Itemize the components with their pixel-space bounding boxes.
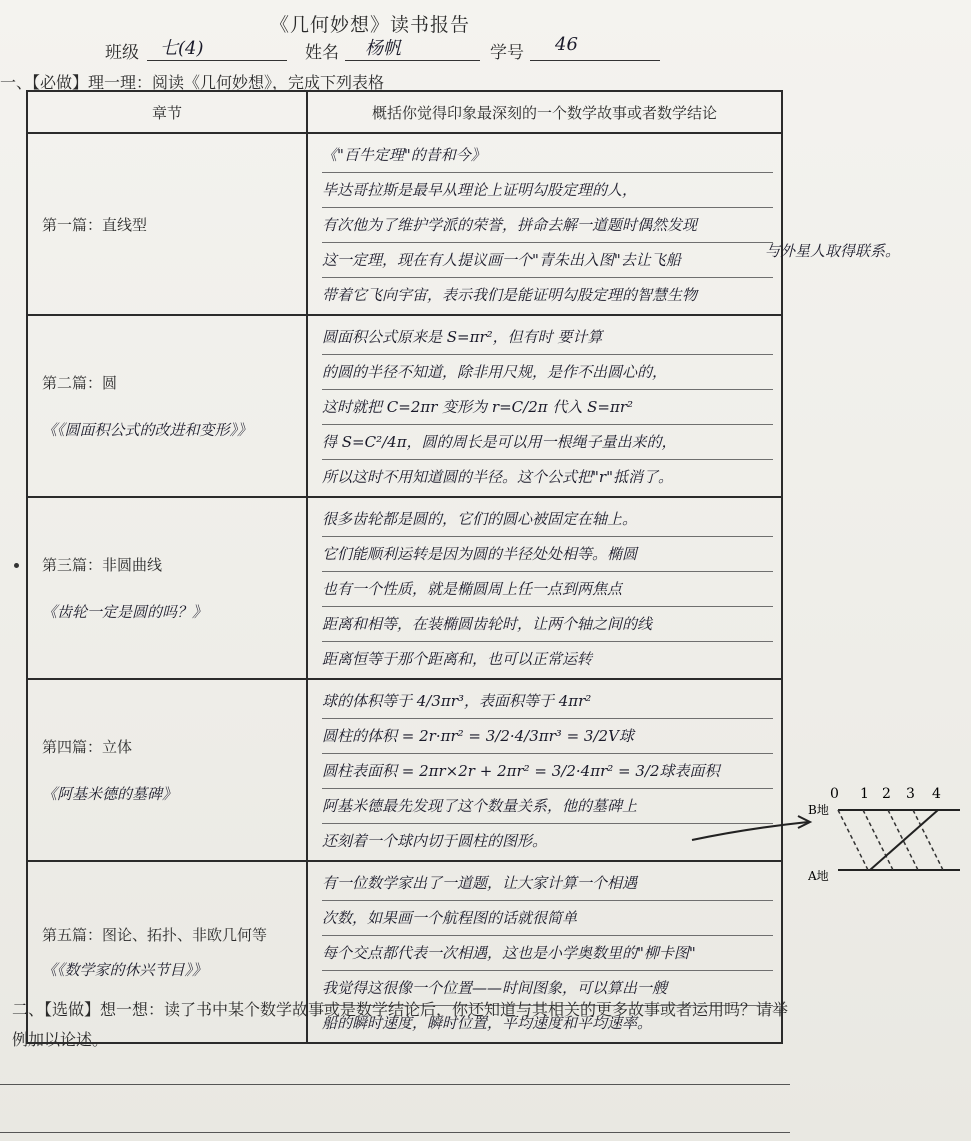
summary-line: 船的瞬时速度，瞬时位置，平均速度和平均速率。 <box>322 1014 653 1032</box>
summary-line: 圆面积公式原来是 S=πr²，但有时 要计算 <box>322 320 773 355</box>
summary-line: 有一位数学家出了一道题，让大家计算一个相遇 <box>322 866 773 901</box>
summary-line: 有次他为了维护学派的荣誉，拼命去解一道题时偶然发现 <box>322 208 773 243</box>
summary-line: 它们能顺利运转是因为圆的半径处处相等。椭圆 <box>322 537 773 572</box>
summary-line: 还刻着一个球内切于圆柱的图形。 <box>322 832 548 850</box>
class-underline <box>147 60 287 61</box>
page-title: 《几何妙想》读书报告 <box>270 14 471 36</box>
section1-heading: 一、【必做】理一理：阅读《几何妙想》，完成下列表格 <box>0 73 385 92</box>
summary-line: 这一定理，现在有人提议画一个"青朱出入图"去让飞船 <box>322 243 773 278</box>
summary-line: 我觉得这很像一个位置——时间图象，可以算出一艘 <box>322 971 773 1006</box>
chapter-name: 第二篇：圆 <box>42 374 118 392</box>
route-line <box>863 810 893 870</box>
chapter-subtitle: 《齿轮一定是圆的吗？》 <box>42 603 208 621</box>
table-row <box>27 133 782 315</box>
chapter-name: 第三篇：非圆曲线 <box>42 556 163 574</box>
col-summary-header: 概括你觉得印象最深刻的一个数学故事或者数学结论 <box>307 91 782 133</box>
summary-line: 距离和相等，在装椭圆齿轮时，让两个轴之间的线 <box>322 607 773 642</box>
name-label: 姓名 <box>305 43 339 63</box>
answer-line <box>0 1132 790 1133</box>
tick-label: 1 <box>860 786 869 802</box>
name-underline <box>345 60 480 61</box>
chapter-cell <box>27 679 307 861</box>
chapter-subtitle: 《阿基米德的墓碑》 <box>42 785 178 803</box>
chapter-cell <box>27 133 307 315</box>
student-info-row <box>105 34 665 64</box>
summary-line: 也有一个性质，就是椭圆周上任一点到两焦点 <box>322 572 773 607</box>
section2-heading: 二、【选做】想一想：读了书中某个数学故事或是数学结论后，你还知道与其相关的更多故事或者运用吗？请举例加以论述。 <box>12 1000 789 1049</box>
margin-note: 与外星人取得联系。 <box>765 242 901 260</box>
summary-line: 次数，如果画一个航程图的话就很简单 <box>322 901 773 936</box>
id-label: 学号 <box>490 43 524 63</box>
chapter-name: 第五篇：图论、拓扑、非欧几何等 <box>42 926 268 944</box>
arrow-to-diagram <box>690 810 815 850</box>
summary-cell <box>307 497 782 679</box>
table-row <box>27 315 782 497</box>
summary-line: 所以这时不用知道圆的半径。这个公式把"r"抵消了。 <box>322 468 673 486</box>
summary-line: 的圆的半径不知道，除非用尺规，是作不出圆心的， <box>322 355 773 390</box>
summary-line: 每个交点都代表一次相遇，这也是小学奥数里的"柳卡图" <box>322 936 773 971</box>
summary-line: 阿基米德最先发现了这个数量关系，他的墓碑上 <box>322 789 773 824</box>
ink-dot <box>14 563 19 568</box>
meeting-chart-diagram <box>808 780 968 890</box>
id-underline <box>530 60 660 61</box>
route-line <box>870 810 938 870</box>
table-row <box>27 497 782 679</box>
report-table <box>26 90 783 1044</box>
table-header-row <box>27 91 782 133</box>
tick-label: 4 <box>932 786 941 802</box>
summary-line: 球的体积等于 4/3πr³，表面积等于 4πr² <box>322 684 773 719</box>
name-value: 杨帆 <box>365 38 401 59</box>
label-a-site: A地 <box>808 869 829 883</box>
summary-line: 距离恒等于那个距离和，也可以正常运转 <box>322 650 593 668</box>
tick-label: 2 <box>882 786 891 802</box>
label-b-site: B地 <box>808 803 829 817</box>
summary-line: 圆柱表面积 = 2πr×2r + 2πr² = 3/2·4πr² = 3/2球表面积 <box>322 754 773 789</box>
col-chapter-header: 章节 <box>27 91 307 133</box>
summary-cell <box>307 133 782 315</box>
summary-line: 很多齿轮都是圆的，它们的圆心被固定在轴上。 <box>322 502 773 537</box>
summary-line: 毕达哥拉斯是最早从理论上证明勾股定理的人， <box>322 173 773 208</box>
route-line <box>838 810 868 870</box>
answer-line <box>0 1084 790 1085</box>
tick-label: 0 <box>830 786 839 802</box>
chapter-name: 第一篇：直线型 <box>42 215 148 234</box>
class-label: 班级 <box>105 43 139 63</box>
summary-cell <box>307 315 782 497</box>
chapter-cell <box>27 315 307 497</box>
chapter-name: 第四篇：立体 <box>42 738 133 756</box>
tick-label: 3 <box>906 786 915 802</box>
chapter-subtitle: 《《数学家的休兴节目》》 <box>42 961 208 979</box>
chapter-subtitle: 《《圆面积公式的改进和变形》》 <box>42 421 253 439</box>
chapter-cell <box>27 497 307 679</box>
summary-line: 带着它飞向宇宙，表示我们是能证明勾股定理的智慧生物 <box>322 286 698 304</box>
id-value: 46 <box>555 34 578 55</box>
summary-line: 这时就把 C=2πr 变形为 r=C/2π 代入 S=πr² <box>322 390 773 425</box>
class-value: 七(4) <box>160 38 204 59</box>
summary-line: 得 S=C²/4π，圆的周长是可以用一根绳子量出来的， <box>322 425 773 460</box>
summary-line: 《"百牛定理"的昔和今》 <box>322 138 773 173</box>
table-row <box>27 679 782 861</box>
summary-line: 圆柱的体积 = 2r·πr² = 3/2·4/3πr³ = 3/2V球 <box>322 719 773 754</box>
